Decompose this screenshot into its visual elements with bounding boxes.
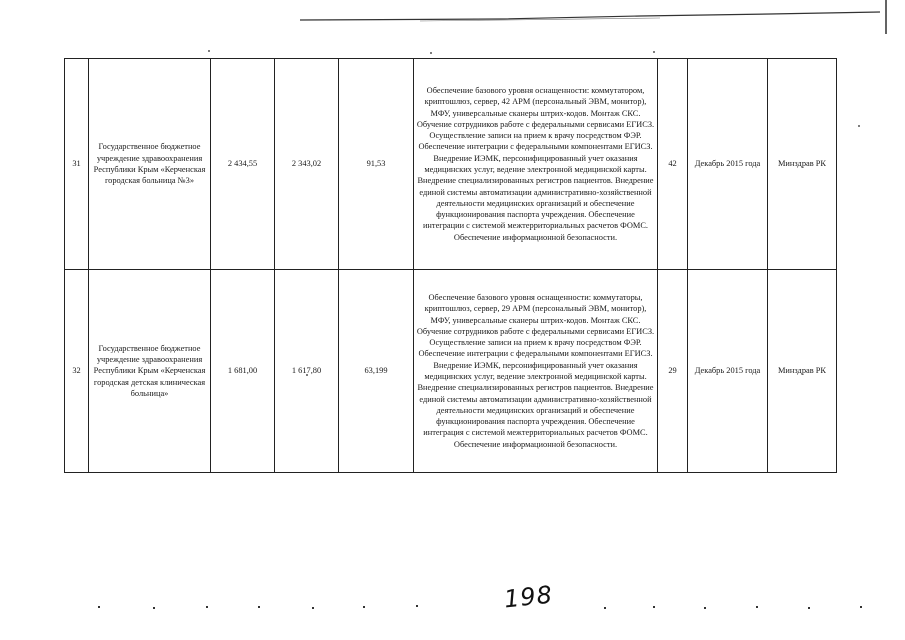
- scan-edge-line: [300, 8, 880, 22]
- value-1-cell: 2 434,55: [211, 59, 275, 270]
- scan-tick: [98, 606, 100, 608]
- scan-tick: [312, 607, 314, 609]
- scan-tick: [860, 606, 862, 608]
- organization-cell: Государственное бюджетное учреждение здравоохранения Республики Крым «Керченская городская больница №3»: [89, 59, 211, 270]
- responsible-cell: Минздрав РК: [768, 59, 837, 270]
- arm-count-cell: 42: [658, 59, 688, 270]
- scan-tick: [808, 607, 810, 609]
- scan-tick: [756, 606, 758, 608]
- scan-tick: [153, 607, 155, 609]
- scan-tick: [653, 606, 655, 608]
- value-3-cell: 91,53: [339, 59, 414, 270]
- handwritten-page-number: 198: [502, 580, 555, 614]
- scan-tick: [258, 606, 260, 608]
- scan-speck: [653, 51, 655, 53]
- row-number-cell: 32: [65, 270, 89, 473]
- value-3-cell: 63,199: [339, 270, 414, 473]
- deadline-cell: Декабрь 2015 года: [688, 59, 768, 270]
- deadline-cell: Декабрь 2015 года: [688, 270, 768, 473]
- scan-tick: [363, 606, 365, 608]
- value-1-cell: 1 681,00: [211, 270, 275, 473]
- scan-speck: [858, 125, 860, 127]
- scan-tick: [704, 607, 706, 609]
- description-cell: Обеспечение базового уровня оснащенности: коммутатором, криптошлюз, сервер, 42 АРМ (персональный ЭВМ, монитор), МФУ, универсальные сканеры штрих-кодов. Монтаж СКС. Обучение сотрудников работе с федеральными сервисами ЕГИСЗ. Осуществление записи на прием к врачу посредством ФЭР. Обеспечение интеграции с федеральными компонентами ЕГИСЗ. Внедрение ИЭМК, персонифицированный учет оказания медицинских услуг, ведение электронной медицинской карты. Внедрение специализированных регистров пациентов. Внедрение единой системы автоматизации административно-хозяйственной деятельности медицинских организаций и обеспечение функционирования паспорта учреждения. Обеспечение интеграции с системой межтерриториальных расчетов ФОМС. Обеспечение информационной безопасности.: [414, 59, 658, 270]
- table-row: [65, 59, 837, 270]
- scan-tick: [604, 607, 606, 609]
- arm-count-cell: 29: [658, 270, 688, 473]
- value-2-cell: 2 343,02: [275, 59, 339, 270]
- organization-cell: Государственное бюджетное учреждение здравоохранения Республики Крым «Керченская городская детская клиническая больница»: [89, 270, 211, 473]
- value-2-cell: 1 617,80: [275, 270, 339, 473]
- scan-tick: [206, 606, 208, 608]
- page-corner-mark: [880, 0, 905, 40]
- scan-speck: [208, 50, 210, 52]
- responsible-cell: Минздрав РК: [768, 270, 837, 473]
- row-number-cell: 31: [65, 59, 89, 270]
- table-row: [65, 270, 837, 473]
- scan-tick: [416, 605, 418, 607]
- register-table: [64, 58, 837, 473]
- description-cell: Обеспечение базового уровня оснащенности: коммутаторы, криптошлюз, сервер, 29 АРМ (персональный ЭВМ, монитор), МФУ, универсальные сканеры штрих-кодов. Монтаж СКС. Обучение сотрудников работе с федеральными сервисами ЕГИСЗ. Осуществление записи на прием к врачу посредством ФЭР. Обеспечение интеграции с федеральными компонентами ЕГИСЗ. Внедрение ИЭМК, персонифицированный учет оказания медицинских услуг, ведение электронной медицинской карты. Внедрение специализированных регистров пациентов. Внедрение единой системы автоматизации административно-хозяйственной деятельности медицинских организаций и обеспечение функционирования паспорта учреждения. Обеспечение интеграция с системой межтерриториальных расчетов ФОМС. Обеспечение информационной безопасности.: [414, 270, 658, 473]
- scan-speck: [430, 52, 432, 54]
